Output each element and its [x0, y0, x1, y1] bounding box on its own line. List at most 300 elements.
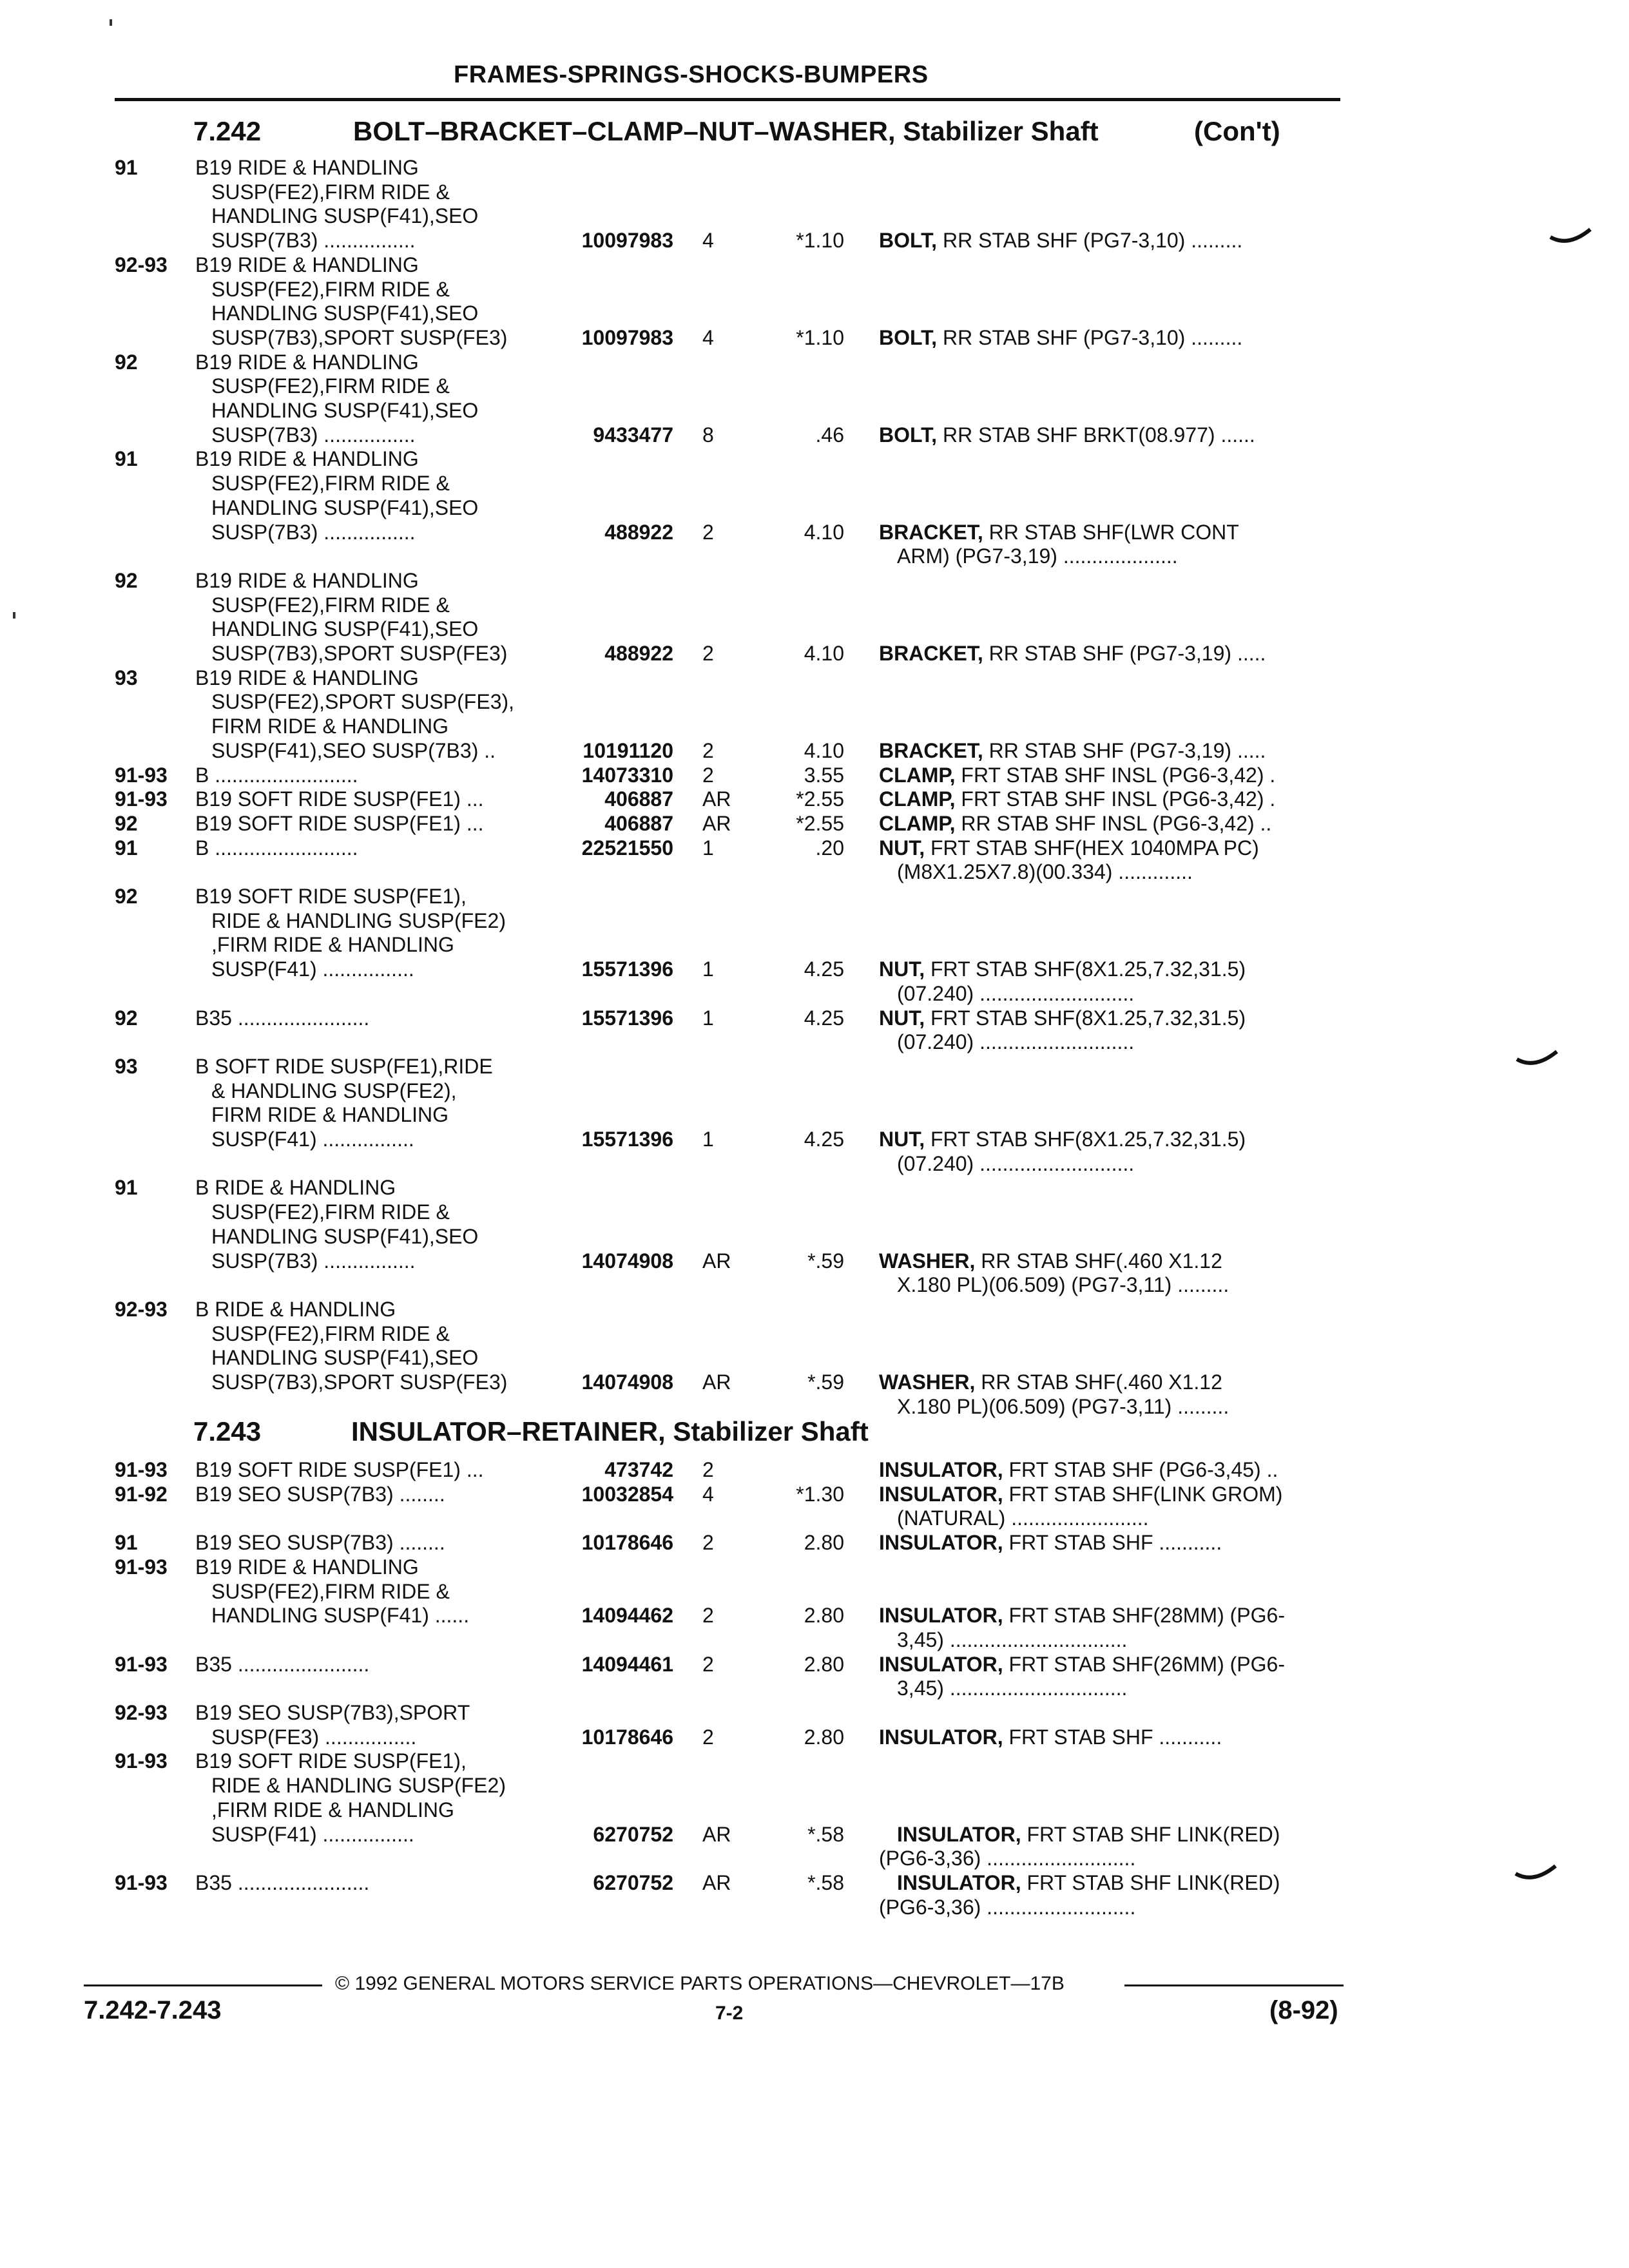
table-row — [0, 593, 1353, 617]
section-continued: (Con't) — [1194, 116, 1280, 146]
part-name: INSULATOR, — [879, 1652, 1003, 1676]
usage-text: B ......................... — [195, 836, 358, 860]
quantity: 2 — [702, 1652, 714, 1676]
part-description — [897, 1871, 1280, 1895]
usage-text: FIRM RIDE & HANDLING — [211, 715, 449, 738]
part-description — [879, 1847, 1135, 1870]
table-row — [0, 1176, 1353, 1200]
part-description — [897, 544, 1178, 568]
description-text: RR STAB SHF (PG7-3,10) ......... — [937, 229, 1243, 253]
price: 2.80 — [804, 1652, 844, 1676]
footer-date-code: (8-92) — [1269, 1996, 1338, 2024]
usage-text: B ......................... — [195, 763, 358, 787]
price: .20 — [815, 836, 844, 860]
part-name: CLAMP, — [879, 811, 956, 835]
price: 3.55 — [804, 763, 844, 787]
table-row — [0, 666, 1353, 690]
usage-text: HANDLING SUSP(F41),SEO — [211, 1346, 479, 1370]
usage-text: SUSP(FE2),FIRM RIDE & — [211, 1321, 450, 1345]
description-text: (NATURAL) ........................ — [897, 1506, 1149, 1530]
description-text: FRT STAB SHF LINK(RED) — [1021, 1870, 1280, 1894]
model-year: 92-93 — [115, 1297, 168, 1321]
quantity: AR — [702, 811, 731, 835]
table-row — [0, 1273, 1353, 1297]
part-description — [897, 1030, 1134, 1054]
part-name: INSULATOR, — [879, 1725, 1003, 1749]
table-row — [0, 715, 1353, 738]
price: *2.55 — [796, 787, 844, 811]
quantity: 2 — [702, 738, 714, 762]
price: *1.10 — [796, 229, 844, 253]
part-number: 10178646 — [581, 1531, 673, 1555]
quantity: 2 — [702, 1604, 714, 1628]
usage-text: SUSP(FE2),FIRM RIDE & — [211, 472, 450, 495]
footer-rule-left — [84, 1984, 322, 1986]
part-description — [879, 957, 1246, 981]
quantity: 1 — [702, 1006, 714, 1030]
table-row — [0, 1128, 1353, 1151]
table-row — [0, 812, 1353, 836]
part-number: 488922 — [604, 642, 673, 665]
description-text: FRT STAB SHF LINK(RED) — [1021, 1822, 1280, 1846]
part-description — [879, 764, 1275, 787]
usage-text: B35 ....................... — [195, 1652, 370, 1676]
part-name: BRACKET, — [879, 738, 983, 762]
table-row — [0, 982, 1353, 1006]
usage-text: B RIDE & HANDLING — [195, 1176, 396, 1200]
description-text: FRT STAB SHF(8X1.25,7.32,31.5) — [925, 957, 1246, 981]
part-name: BOLT, — [879, 325, 938, 349]
usage-text: SUSP(F41) ................ — [211, 1822, 414, 1846]
price: .46 — [815, 423, 844, 447]
table-row — [0, 1006, 1353, 1030]
price: *.59 — [807, 1249, 844, 1273]
table-row — [0, 1628, 1353, 1652]
table-row — [0, 544, 1353, 568]
price: 2.80 — [804, 1531, 844, 1555]
table-row — [0, 1225, 1353, 1249]
model-year: 92 — [115, 811, 138, 835]
table-row — [0, 1483, 1353, 1506]
quantity: 4 — [702, 325, 714, 349]
table-row — [0, 1395, 1353, 1419]
usage-text: B19 RIDE & HANDLING — [195, 1555, 419, 1579]
description-text: FRT STAB SHF INSL (PG6-3,42) . — [955, 763, 1276, 787]
description-text: FRT STAB SHF (PG6-3,45) .. — [1003, 1458, 1278, 1481]
description-text: FRT STAB SHF(LINK GROM) — [1003, 1482, 1283, 1506]
part-name: BOLT, — [879, 423, 938, 447]
description-text: FRT STAB SHF(26MM) (PG6- — [1003, 1652, 1285, 1676]
table-row — [0, 253, 1353, 277]
usage-text: HANDLING SUSP(F41),SEO — [211, 204, 479, 228]
table-row — [0, 302, 1353, 325]
part-number: 14094462 — [581, 1604, 673, 1628]
quantity: 4 — [702, 229, 714, 253]
table-row — [0, 1749, 1353, 1773]
part-description — [897, 1823, 1280, 1847]
usage-text: B RIDE & HANDLING — [195, 1297, 396, 1321]
usage-text: RIDE & HANDLING SUSP(FE2) — [211, 908, 506, 932]
quantity: 2 — [702, 1725, 714, 1749]
table-row — [0, 423, 1353, 447]
quantity: 1 — [702, 836, 714, 860]
description-text: (07.240) ........................... — [897, 1030, 1135, 1054]
table-row — [0, 496, 1353, 520]
description-text: X.180 PL)(06.509) (PG7-3,11) ......... — [897, 1273, 1229, 1297]
part-description — [879, 1249, 1222, 1273]
model-year: 92 — [115, 350, 138, 374]
usage-text: B19 RIDE & HANDLING — [195, 350, 419, 374]
quantity: AR — [702, 1370, 731, 1394]
table-row — [0, 569, 1353, 593]
part-name: INSULATOR, — [879, 1531, 1003, 1555]
table-row — [0, 690, 1353, 714]
part-name: BOLT, — [879, 229, 938, 253]
part-number: 15571396 — [581, 957, 673, 981]
part-description — [879, 1653, 1285, 1677]
table-row — [0, 204, 1353, 228]
section-title: BOLT–BRACKET–CLAMP–NUT–WASHER, Stabilizer Shaft — [353, 116, 1099, 146]
part-name: NUT, — [879, 1128, 925, 1151]
part-number: 488922 — [604, 520, 673, 544]
part-name: INSULATOR, — [879, 1482, 1003, 1506]
part-description — [879, 521, 1239, 544]
usage-text: SUSP(7B3) ................ — [211, 1249, 416, 1273]
part-description — [879, 1370, 1222, 1394]
usage-text: B19 SOFT RIDE SUSP(FE1) ... — [195, 811, 484, 835]
part-number: 406887 — [604, 811, 673, 835]
part-number: 14074908 — [581, 1370, 673, 1394]
quantity: 1 — [702, 957, 714, 981]
table-row — [0, 399, 1353, 423]
table-row — [0, 1580, 1353, 1604]
price: 4.25 — [804, 1128, 844, 1151]
table-row — [0, 374, 1353, 398]
usage-text: & HANDLING SUSP(FE2), — [211, 1079, 457, 1102]
table-row — [0, 764, 1353, 787]
description-text: (07.240) ........................... — [897, 1151, 1135, 1175]
part-description — [879, 739, 1266, 763]
price: *.59 — [807, 1370, 844, 1394]
part-number: 6270752 — [593, 1870, 673, 1894]
description-text: FRT STAB SHF(28MM) (PG6- — [1003, 1604, 1285, 1628]
footer-page-number: 7-2 — [715, 2003, 744, 2024]
part-number: 14094461 — [581, 1652, 673, 1676]
model-year: 91-93 — [115, 1652, 168, 1676]
quantity: 2 — [702, 1458, 714, 1481]
table-row — [0, 1298, 1353, 1321]
price: *1.10 — [796, 325, 844, 349]
table-row — [0, 1200, 1353, 1224]
usage-text: SUSP(FE2),FIRM RIDE & — [211, 277, 450, 301]
part-description — [897, 1152, 1134, 1176]
model-year: 91-92 — [115, 1482, 168, 1506]
description-text: RR STAB SHF(.460 X1.12 — [975, 1370, 1222, 1394]
quantity: 4 — [702, 1482, 714, 1506]
part-description — [897, 1506, 1149, 1530]
table-row — [0, 885, 1353, 908]
usage-text: HANDLING SUSP(F41),SEO — [211, 1224, 479, 1248]
usage-text: B19 SOFT RIDE SUSP(FE1) ... — [195, 787, 484, 811]
part-description — [879, 787, 1275, 811]
model-year: 91-93 — [115, 1555, 168, 1579]
part-description — [879, 423, 1255, 447]
part-name: INSULATOR, — [879, 1458, 1003, 1481]
model-year: 93 — [115, 666, 138, 689]
model-year: 91-93 — [115, 1458, 168, 1481]
table-row — [0, 933, 1353, 957]
description-text: FRT STAB SHF ........... — [1003, 1531, 1222, 1555]
description-text: ARM) (PG7-3,19) .................... — [897, 544, 1178, 568]
table-row — [0, 957, 1353, 981]
usage-text: B19 RIDE & HANDLING — [195, 568, 419, 592]
description-text: (M8X1.25X7.8)(00.334) ............. — [897, 860, 1193, 884]
table-row — [0, 326, 1353, 350]
description-text: (07.240) ........................... — [897, 981, 1135, 1005]
model-year: 91 — [115, 156, 138, 179]
part-description — [879, 1483, 1282, 1506]
part-name: INSULATOR, — [879, 1604, 1003, 1628]
model-year: 92-93 — [115, 1701, 168, 1724]
usage-text: SUSP(F41) ................ — [211, 1128, 414, 1151]
table-row — [0, 1896, 1353, 1919]
part-number: 14073310 — [581, 763, 673, 787]
part-number: 10032854 — [581, 1482, 673, 1506]
usage-text: B35 ....................... — [195, 1870, 370, 1894]
footer-copyright: © 1992 GENERAL MOTORS SERVICE PARTS OPERATIONS—CHEVROLET—17B — [335, 1973, 1065, 1994]
part-description — [879, 1458, 1278, 1482]
part-description — [897, 1273, 1229, 1297]
description-text: RR STAB SHF BRKT(08.977) ...... — [937, 423, 1255, 447]
table-row — [0, 909, 1353, 933]
page-title: FRAMES-SPRINGS-SHOCKS-BUMPERS — [454, 61, 929, 88]
table-row — [0, 1322, 1353, 1346]
table-row — [0, 860, 1353, 884]
part-name: CLAMP, — [879, 763, 956, 787]
table-row — [0, 1030, 1353, 1054]
usage-text: RIDE & HANDLING SUSP(FE2) — [211, 1774, 506, 1798]
usage-text: B19 SEO SUSP(7B3),SPORT — [195, 1701, 470, 1724]
usage-text: SUSP(7B3) ................ — [211, 423, 416, 447]
price: 2.80 — [804, 1725, 844, 1749]
table-row — [0, 1823, 1353, 1847]
description-text: (PG6-3,36) .......................... — [879, 1895, 1136, 1919]
usage-text: SUSP(FE2),SPORT SUSP(FE3), — [211, 690, 515, 714]
usage-text: SUSP(FE2),FIRM RIDE & — [211, 593, 450, 617]
part-description — [879, 812, 1271, 836]
price: 4.10 — [804, 520, 844, 544]
price: *.58 — [807, 1870, 844, 1894]
table-row — [0, 836, 1353, 860]
usage-text: SUSP(7B3),SPORT SUSP(FE3) — [211, 1370, 508, 1394]
table-row — [0, 1847, 1353, 1870]
model-year: 92 — [115, 568, 138, 592]
part-description — [897, 1628, 1127, 1652]
table-row — [0, 1604, 1353, 1628]
table-row — [0, 787, 1353, 811]
part-description — [879, 1604, 1285, 1628]
usage-text: SUSP(FE2),FIRM RIDE & — [211, 1200, 450, 1224]
price: *1.30 — [796, 1482, 844, 1506]
part-number: 15571396 — [581, 1006, 673, 1030]
part-number: 6270752 — [593, 1822, 673, 1846]
table-row — [0, 1458, 1353, 1482]
section-number: 7.243 — [193, 1416, 262, 1446]
description-text: 3,45) ............................... — [897, 1628, 1128, 1651]
model-year: 92-93 — [115, 253, 168, 276]
check-mark-icon — [1514, 1863, 1557, 1885]
part-name: NUT, — [879, 957, 925, 981]
price: 4.25 — [804, 957, 844, 981]
usage-text: B35 ....................... — [195, 1006, 370, 1030]
description-text: FRT STAB SHF ........... — [1003, 1725, 1222, 1749]
part-description — [879, 326, 1242, 350]
part-description — [879, 642, 1266, 666]
quantity: 8 — [702, 423, 714, 447]
part-number: 22521550 — [581, 836, 673, 860]
description-text: RR STAB SHF (PG7-3,10) ......... — [937, 325, 1243, 349]
table-row — [0, 229, 1353, 253]
usage-text: ,FIRM RIDE & HANDLING — [211, 1798, 454, 1821]
part-description — [879, 1128, 1246, 1151]
usage-text: B19 RIDE & HANDLING — [195, 156, 419, 179]
table-row — [0, 1653, 1353, 1677]
part-description — [879, 836, 1259, 860]
scan-speck — [13, 612, 15, 619]
quantity: 2 — [702, 1531, 714, 1555]
description-text: RR STAB SHF(.460 X1.12 — [975, 1249, 1222, 1273]
usage-text: HANDLING SUSP(F41),SEO — [211, 617, 479, 641]
usage-text: SUSP(7B3),SPORT SUSP(FE3) — [211, 325, 508, 349]
part-name: INSULATOR, — [897, 1822, 1021, 1846]
check-mark-icon — [1516, 1049, 1558, 1071]
part-description — [897, 1395, 1229, 1419]
description-text: FRT STAB SHF(8X1.25,7.32,31.5) — [925, 1006, 1246, 1030]
usage-text: SUSP(7B3),SPORT SUSP(FE3) — [211, 642, 508, 665]
quantity: AR — [702, 1822, 731, 1846]
part-name: BRACKET, — [879, 642, 983, 665]
usage-text: B19 RIDE & HANDLING — [195, 253, 419, 276]
part-number: 9433477 — [593, 423, 673, 447]
quantity: AR — [702, 1870, 731, 1894]
description-text: FRT STAB SHF(HEX 1040MPA PC) — [925, 836, 1259, 860]
part-number: 15571396 — [581, 1128, 673, 1151]
model-year: 91 — [115, 1531, 138, 1555]
table-row — [0, 1249, 1353, 1273]
table-row — [0, 472, 1353, 495]
part-description — [897, 1677, 1127, 1700]
price: *2.55 — [796, 811, 844, 835]
part-number: 10178646 — [581, 1725, 673, 1749]
quantity: AR — [702, 1249, 731, 1273]
usage-text: ,FIRM RIDE & HANDLING — [211, 933, 454, 957]
usage-text: SUSP(FE2),FIRM RIDE & — [211, 1579, 450, 1603]
description-text: RR STAB SHF (PG7-3,19) ..... — [983, 642, 1266, 665]
scan-speck — [110, 19, 112, 26]
model-year: 91 — [115, 447, 138, 471]
quantity: 1 — [702, 1128, 714, 1151]
part-number: 473742 — [604, 1458, 673, 1481]
model-year: 91 — [115, 836, 138, 860]
table-row — [0, 1774, 1353, 1798]
table-row — [0, 521, 1353, 544]
table-row — [0, 1370, 1353, 1394]
section-title: INSULATOR–RETAINER, Stabilizer Shaft — [351, 1416, 869, 1446]
quantity: AR — [702, 787, 731, 811]
price: 2.80 — [804, 1604, 844, 1628]
quantity: 2 — [702, 520, 714, 544]
price: 4.10 — [804, 642, 844, 665]
usage-text: SUSP(FE2),FIRM RIDE & — [211, 374, 450, 398]
usage-text: B19 SEO SUSP(7B3) ........ — [195, 1482, 445, 1506]
model-year: 92 — [115, 1006, 138, 1030]
usage-text: B19 RIDE & HANDLING — [195, 447, 419, 471]
table-row — [0, 1103, 1353, 1127]
table-row — [0, 351, 1353, 374]
footer-rule-right — [1124, 1984, 1344, 1986]
usage-text: SUSP(F41),SEO SUSP(7B3) .. — [211, 738, 496, 762]
price: *.58 — [807, 1822, 844, 1846]
table-row — [0, 1152, 1353, 1176]
model-year: 92 — [115, 885, 138, 908]
table-row — [0, 1798, 1353, 1822]
table-row — [0, 447, 1353, 471]
model-year: 91-93 — [115, 1870, 168, 1894]
description-text: 3,45) ............................... — [897, 1677, 1128, 1700]
table-row — [0, 1506, 1353, 1530]
description-text: FRT STAB SHF INSL (PG6-3,42) . — [955, 787, 1276, 811]
model-year: 91 — [115, 1176, 138, 1200]
table-row — [0, 1555, 1353, 1579]
price: 4.25 — [804, 1006, 844, 1030]
usage-text: SUSP(7B3) ................ — [211, 520, 416, 544]
part-description — [897, 860, 1193, 884]
table-row — [0, 180, 1353, 204]
model-year: 91-93 — [115, 763, 168, 787]
part-number: 10097983 — [581, 325, 673, 349]
model-year: 91-93 — [115, 1749, 168, 1773]
part-number: 10191120 — [583, 738, 673, 762]
table-row — [0, 1346, 1353, 1370]
usage-text: HANDLING SUSP(F41),SEO — [211, 302, 479, 325]
usage-text: SUSP(7B3) ................ — [211, 229, 416, 253]
part-description — [879, 1531, 1222, 1555]
usage-text: SUSP(FE2),FIRM RIDE & — [211, 180, 450, 204]
table-row — [0, 642, 1353, 666]
table-row — [0, 278, 1353, 302]
description-text: RR STAB SHF INSL (PG6-3,42) .. — [955, 811, 1272, 835]
usage-text: B19 SOFT RIDE SUSP(FE1), — [195, 1749, 467, 1773]
table-row — [0, 739, 1353, 763]
part-number: 10097983 — [581, 229, 673, 253]
usage-text: FIRM RIDE & HANDLING — [211, 1103, 449, 1127]
usage-text: HANDLING SUSP(F41),SEO — [211, 399, 479, 422]
check-mark-icon — [1549, 227, 1592, 249]
part-name: INSULATOR, — [897, 1870, 1021, 1894]
price: 4.10 — [804, 738, 844, 762]
table-row — [0, 1677, 1353, 1700]
description-text: RR STAB SHF (PG7-3,19) ..... — [983, 738, 1266, 762]
table-row — [0, 156, 1353, 180]
part-description — [879, 229, 1242, 253]
part-description — [897, 982, 1134, 1006]
usage-text: SUSP(F41) ................ — [211, 957, 414, 981]
usage-text: B19 RIDE & HANDLING — [195, 666, 419, 689]
description-text: (PG6-3,36) .......................... — [879, 1847, 1136, 1870]
part-name: WASHER, — [879, 1370, 976, 1394]
footer-section-range: 7.242-7.243 — [84, 1996, 222, 2024]
description-text: FRT STAB SHF(8X1.25,7.32,31.5) — [925, 1128, 1246, 1151]
